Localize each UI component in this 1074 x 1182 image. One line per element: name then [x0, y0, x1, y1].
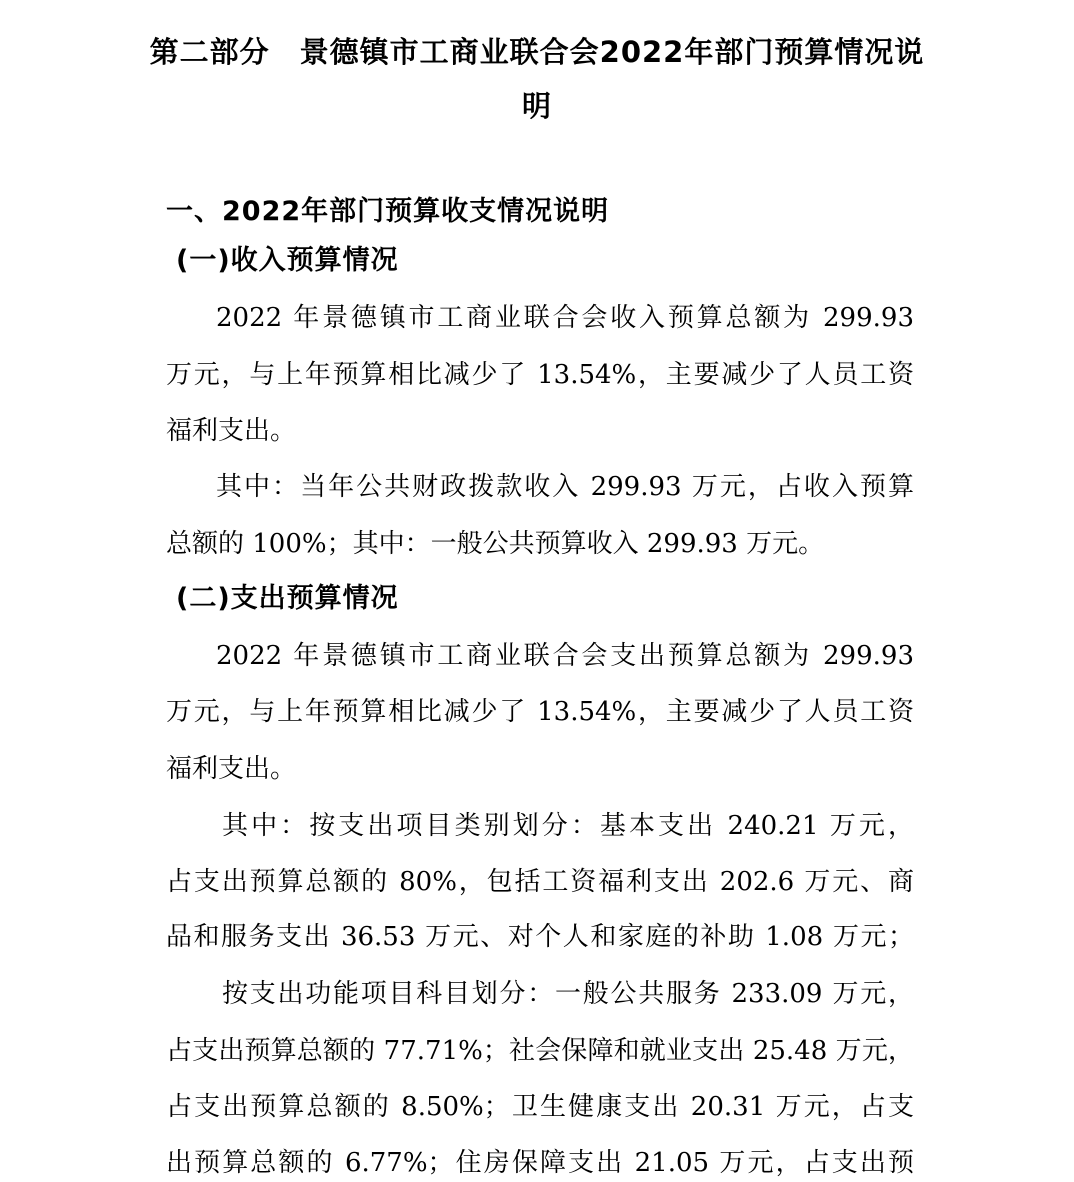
paragraph-line: 福利支出。 — [166, 416, 297, 446]
paragraph-line: 福利支出。 — [166, 754, 297, 784]
income-heading: (一)收入预算情况 — [176, 245, 399, 276]
paragraph-line: 出预算总额的 6.77%；住房保障支出 21.05 万元，占支出预 — [166, 1148, 914, 1178]
paragraph-line: 占支出预算总额的 8.50%；卫生健康支出 20.31 万元，占支 — [166, 1092, 914, 1122]
paragraph-line: 其中：按支出项目类别划分：基本支出 240.21 万元， — [222, 811, 914, 841]
document-title-line1: 第二部分 景德镇市工商业联合会2022年部门预算情况说 — [149, 35, 925, 69]
section-heading: 一、2022年部门预算收支情况说明 — [166, 196, 610, 227]
paragraph-line: 2022 年景德镇市工商业联合会收入预算总额为 299.93 — [216, 303, 914, 333]
paragraph-line: 2022 年景德镇市工商业联合会支出预算总额为 299.93 — [216, 641, 914, 671]
paragraph-line: 其中：当年公共财政拨款收入 299.93 万元，占收入预算 — [216, 472, 914, 502]
document-title-line2: 明 — [521, 89, 552, 123]
paragraph-line: 万元，与上年预算相比减少了 13.54%，主要减少了人员工资 — [166, 697, 914, 727]
paragraph-line: 占支出预算总额的 77.71%；社会保障和就业支出 25.48 万元， — [166, 1036, 914, 1066]
paragraph-line: 占支出预算总额的 80%，包括工资福利支出 202.6 万元、商 — [166, 867, 914, 897]
paragraph-line: 万元，与上年预算相比减少了 13.54%，主要减少了人员工资 — [166, 360, 914, 390]
paragraph-line: 按支出功能项目科目划分：一般公共服务 233.09 万元， — [222, 979, 914, 1009]
paragraph-line: 品和服务支出 36.53 万元、对个人和家庭的补助 1.08 万元； — [166, 922, 914, 952]
expenditure-heading: (二)支出预算情况 — [176, 583, 399, 614]
paragraph-line: 总额的 100%；其中：一般公共预算收入 299.93 万元。 — [166, 529, 825, 559]
